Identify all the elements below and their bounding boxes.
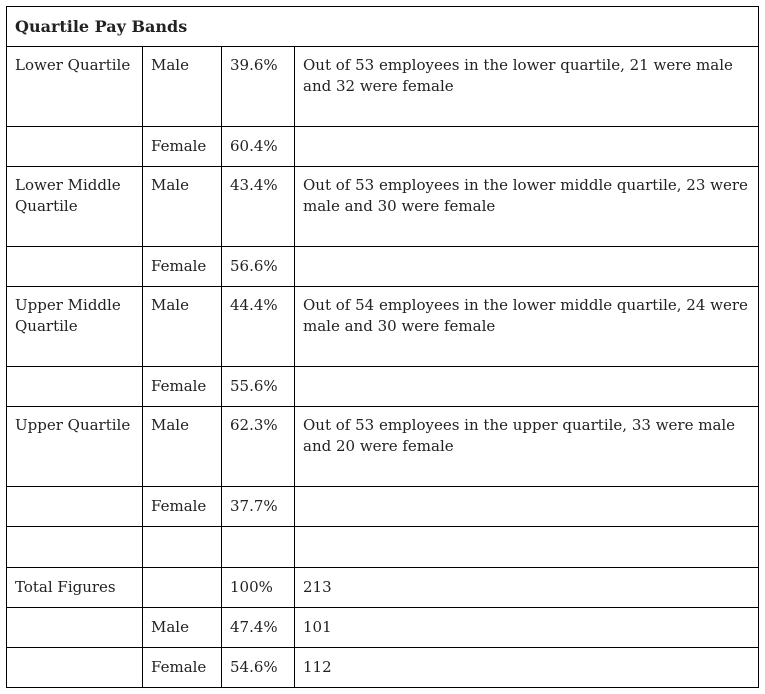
empty-cell [222,527,295,568]
female-count: 112 [295,648,759,688]
total-percentage: 100% [222,568,295,608]
female-percentage: 55.6% [222,367,295,407]
empty-cell [295,247,759,287]
empty-cell [7,247,143,287]
male-percentage: 43.4% [222,167,295,247]
gender-label: Female [143,487,222,527]
table-row [7,367,759,407]
gender-label: Female [143,367,222,407]
empty-cell [295,487,759,527]
quartile-label: Upper Middle Quartile [7,287,143,367]
female-percentage: 54.6% [222,648,295,688]
table-row [7,247,759,287]
gender-label: Male [143,608,222,648]
male-percentage: 44.4% [222,287,295,367]
quartile-note: Out of 53 employees in the upper quartile, 33 were male and 20 were female [295,407,759,487]
quartile-note: Out of 54 employees in the lower middle quartile, 24 were male and 30 were female [295,287,759,367]
male-percentage: 47.4% [222,608,295,648]
male-percentage: 62.3% [222,407,295,487]
empty-cell [143,527,222,568]
table-row [7,287,759,367]
quartile-note: Out of 53 employees in the lower middle quartile, 23 were male and 30 were female [295,167,759,247]
table-row [7,47,759,127]
table-title-row [7,7,759,47]
quartile-label: Lower Middle Quartile [7,167,143,247]
empty-cell [7,367,143,407]
male-percentage: 39.6% [222,47,295,127]
female-percentage: 60.4% [222,127,295,167]
quartile-note: Out of 53 employees in the lower quartile, 21 were male and 32 were female [295,47,759,127]
blank-row [7,527,759,568]
table-row [7,487,759,527]
gender-label: Male [143,167,222,247]
quartile-label: Lower Quartile [7,47,143,127]
empty-cell [7,527,143,568]
gender-label: Female [143,247,222,287]
female-percentage: 56.6% [222,247,295,287]
gender-label: Female [143,127,222,167]
empty-cell [7,648,143,688]
empty-cell [295,127,759,167]
totals-row [7,648,759,688]
female-percentage: 37.7% [222,487,295,527]
table-title: Quartile Pay Bands [7,7,759,47]
quartile-label: Upper Quartile [7,407,143,487]
total-count: 213 [295,568,759,608]
table-row [7,407,759,487]
table-row [7,167,759,247]
gender-label: Male [143,47,222,127]
table-row [7,127,759,167]
empty-cell [7,608,143,648]
empty-cell [143,568,222,608]
totals-row [7,608,759,648]
gender-label: Male [143,287,222,367]
totals-label: Total Figures [7,568,143,608]
empty-cell [7,127,143,167]
empty-cell [295,367,759,407]
totals-row [7,568,759,608]
male-count: 101 [295,608,759,648]
empty-cell [295,527,759,568]
quartile-pay-bands-table [6,6,759,688]
gender-label: Male [143,407,222,487]
empty-cell [7,487,143,527]
gender-label: Female [143,648,222,688]
